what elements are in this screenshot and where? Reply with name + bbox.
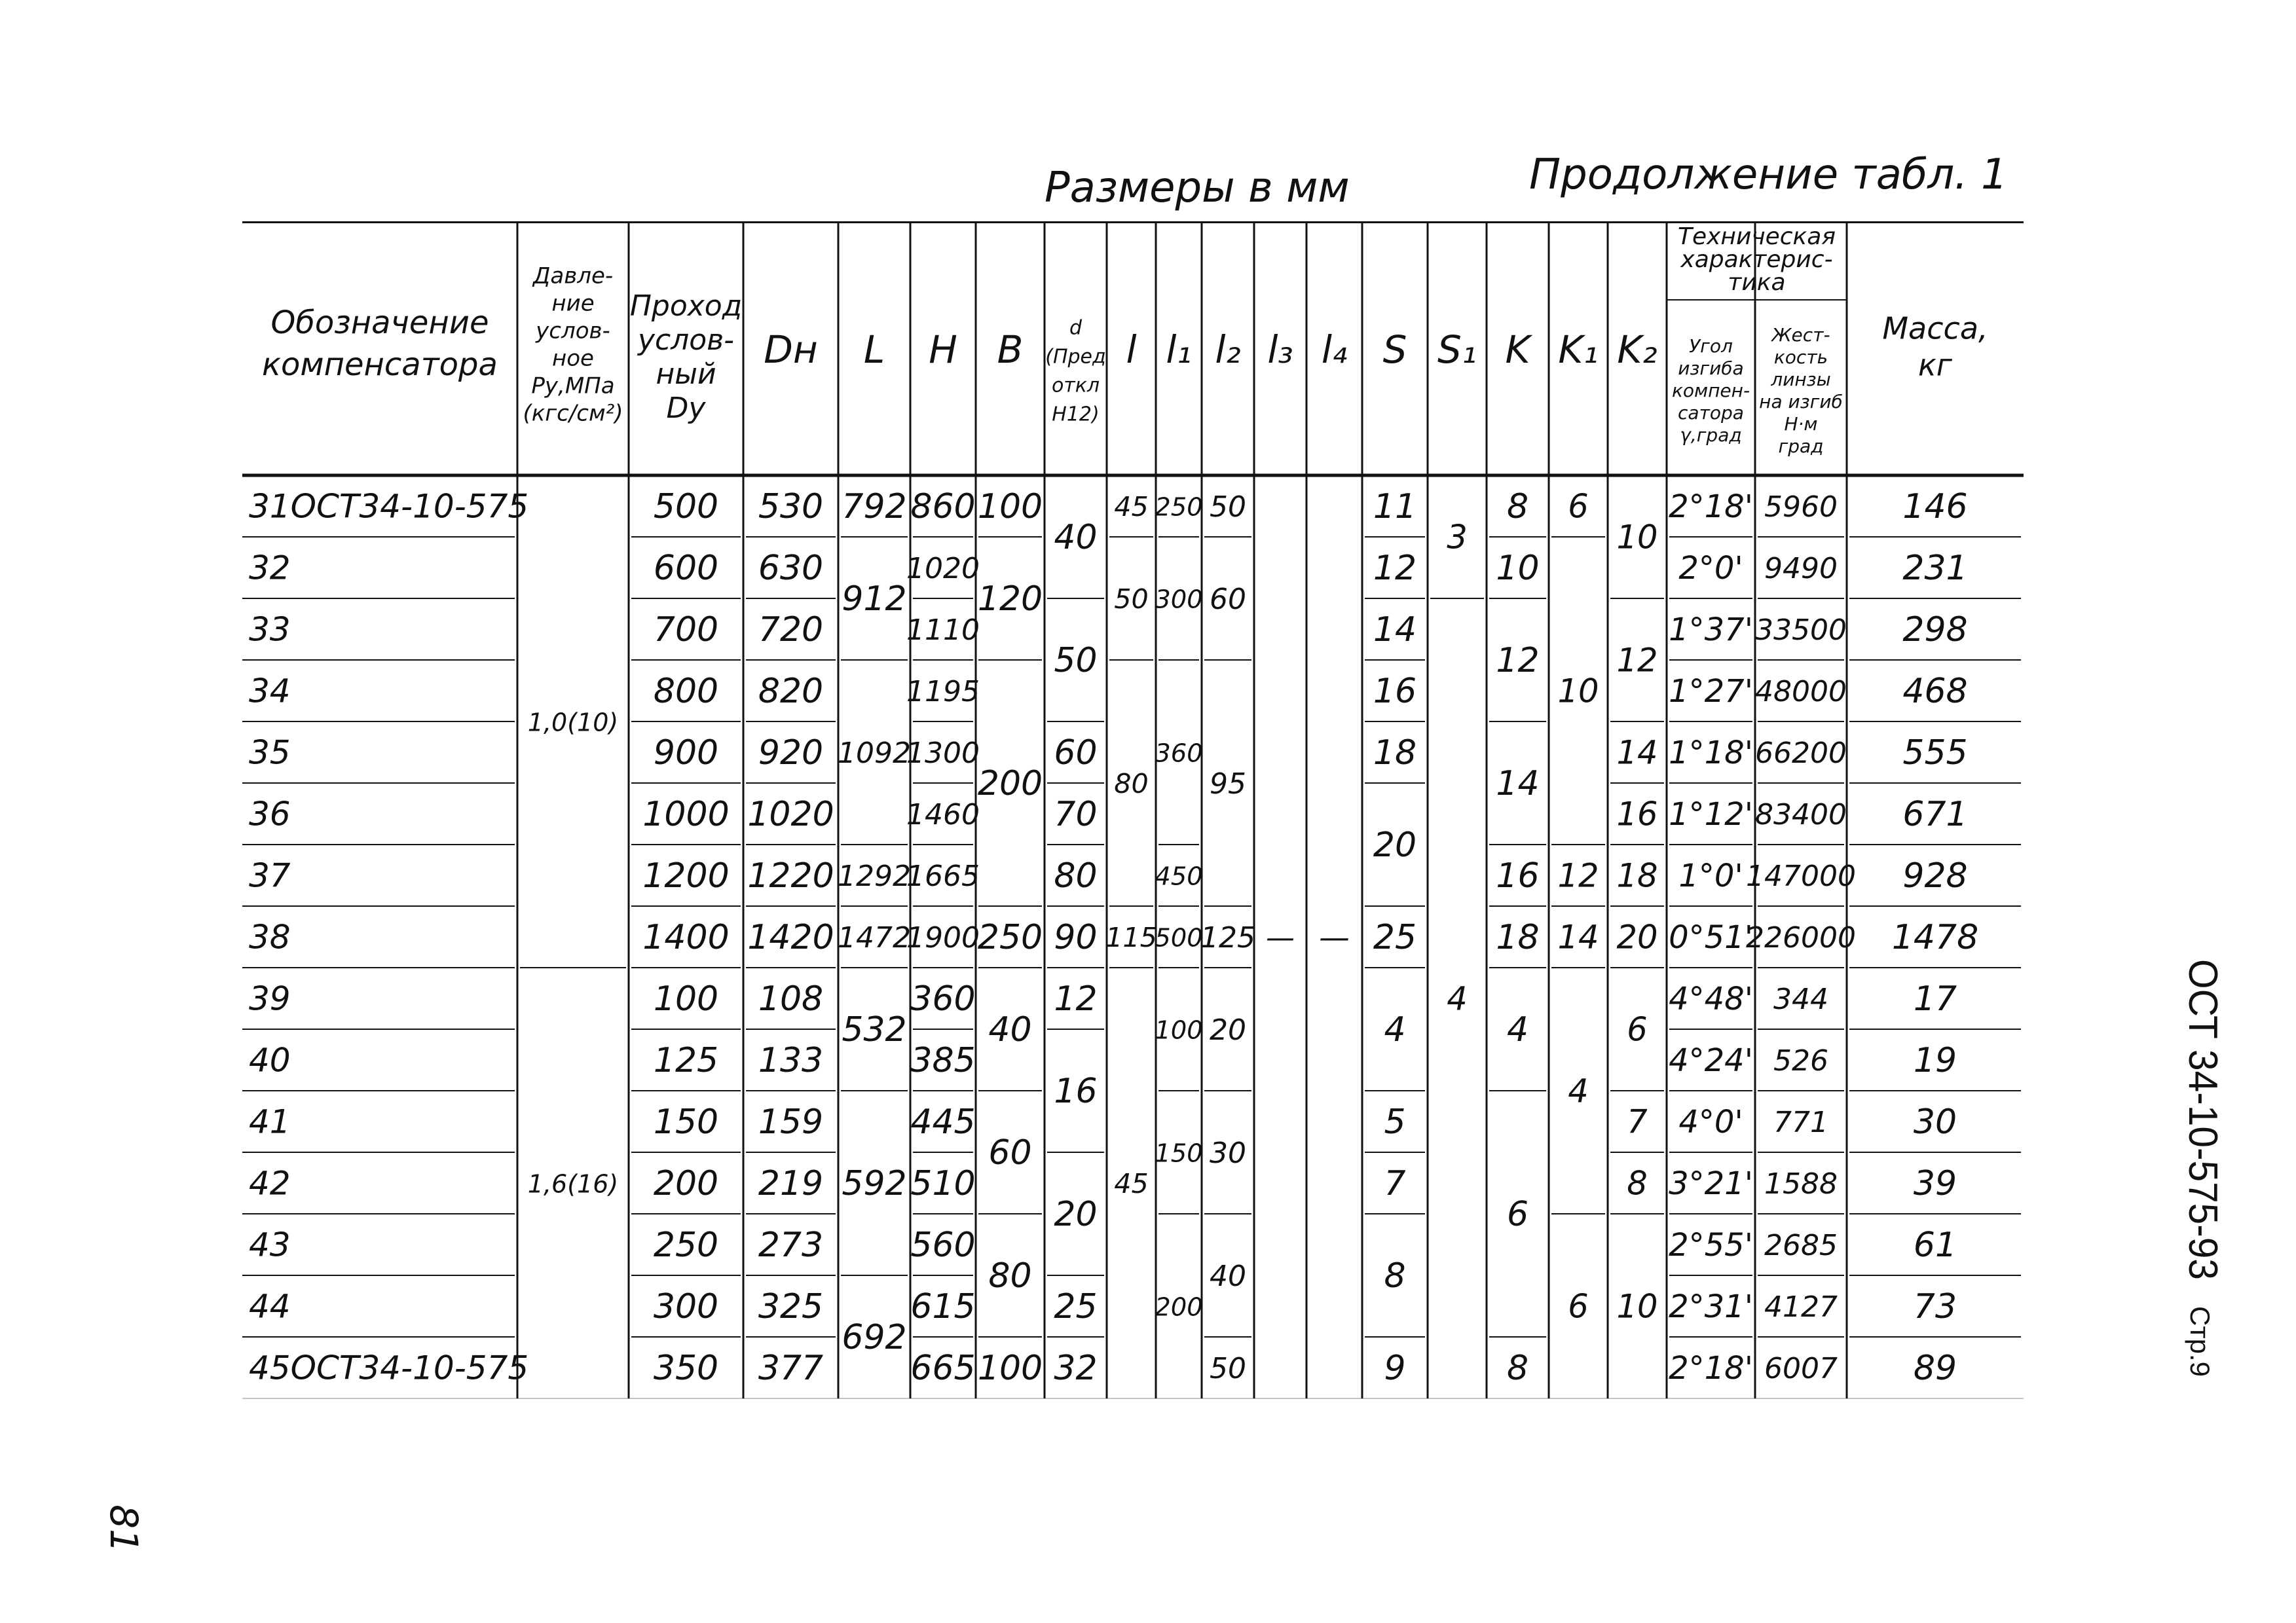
- stiffness-cell: 83400: [1755, 798, 1847, 831]
- header-designation: компенсатора: [262, 346, 498, 383]
- angle-cell: 1°37': [1669, 611, 1753, 648]
- merged-cell-l1: 200: [1155, 1292, 1203, 1322]
- mass-cell: 17: [1913, 979, 1957, 1019]
- header-pressure: ние: [551, 290, 595, 317]
- stiffness-cell: 526: [1773, 1044, 1828, 1078]
- merged-cell-h: 1195: [906, 675, 980, 708]
- header-k: K: [1505, 327, 1530, 373]
- merged-cell-l: 45: [1114, 491, 1149, 522]
- merged-cell-s: 14: [1373, 610, 1417, 649]
- dh-cell: 273: [758, 1226, 824, 1265]
- merged-cell-h: 1900: [906, 921, 980, 955]
- merged-cell-k1: 6: [1568, 1287, 1589, 1326]
- mass-cell: 468: [1902, 672, 1968, 711]
- merged-cell-k: 8: [1506, 487, 1529, 526]
- merged-cell-s: 8: [1384, 1256, 1406, 1296]
- merged-cell-s: 25: [1373, 918, 1417, 957]
- header-angle: изгиба: [1678, 357, 1744, 379]
- merged-cell-k: 4: [1506, 1010, 1529, 1049]
- mass-cell: 61: [1913, 1226, 1957, 1265]
- merged-cell-l: 115: [1105, 922, 1157, 953]
- header-stiffness: град: [1778, 435, 1824, 457]
- merged-cell-d: 40: [1054, 518, 1098, 557]
- merged-cell-k1: 10: [1557, 672, 1599, 710]
- merged-cell-s: 11: [1373, 487, 1417, 526]
- merged-cell-h: 1020: [906, 552, 980, 585]
- merged-cell-s: 16: [1373, 672, 1417, 711]
- dy-cell: 1200: [642, 856, 730, 896]
- header-designation: Обозначение: [270, 304, 489, 341]
- merged-cell-h: 1300: [906, 737, 980, 770]
- designation-cell: 35: [249, 733, 291, 772]
- merged-cell-s1: 4: [1447, 979, 1468, 1018]
- header-d: (Пред: [1045, 345, 1106, 369]
- header-angle: γ,град: [1680, 424, 1742, 446]
- stiffness-cell: 344: [1773, 983, 1828, 1016]
- header-d: откл: [1051, 374, 1100, 397]
- stiffness-cell: 6007: [1764, 1352, 1838, 1385]
- merged-cell-s: 5: [1384, 1103, 1406, 1142]
- dy-cell: 500: [653, 487, 719, 526]
- merged-cell-l1: 250: [1155, 492, 1203, 522]
- mass-cell: 30: [1913, 1103, 1957, 1142]
- dh-cell: 630: [758, 549, 824, 588]
- angle-cell: 2°31': [1669, 1288, 1753, 1325]
- merged-cell-l: 1292: [838, 860, 911, 893]
- header-l1: l₁: [1166, 327, 1192, 373]
- header-mass: Масса,: [1882, 310, 1988, 346]
- header-stiffness: Жест-: [1771, 324, 1830, 346]
- merged-cell-l: 80: [1114, 768, 1149, 799]
- designation-cell: 32: [249, 549, 291, 587]
- designation-cell: 40: [249, 1041, 291, 1080]
- header-l2: l₂: [1215, 327, 1241, 373]
- merged-cell-b: 60: [988, 1133, 1032, 1173]
- merged-cell-k: 12: [1496, 641, 1540, 680]
- merged-cell-k2: 14: [1616, 733, 1658, 772]
- header-pressure: (кгс/см²): [523, 400, 623, 427]
- merged-cell-d: 50: [1054, 641, 1098, 680]
- merged-cell-k: 10: [1496, 549, 1540, 588]
- angle-cell: 2°18': [1669, 488, 1753, 525]
- dy-cell: 200: [653, 1164, 719, 1203]
- dy-cell: 1400: [642, 918, 730, 957]
- merged-cell-l: 1092: [838, 737, 911, 770]
- header-d: d: [1069, 316, 1083, 340]
- merged-cell-d: 12: [1054, 979, 1098, 1019]
- merged-cell-l1: 300: [1155, 585, 1203, 615]
- merged-cell-l1: 150: [1155, 1139, 1203, 1169]
- stiffness-cell: 66200: [1755, 737, 1847, 770]
- merged-cell-k2: 16: [1616, 795, 1658, 833]
- merged-cell-l: 50: [1114, 583, 1149, 615]
- header-angle: Угол: [1689, 335, 1733, 357]
- dh-cell: 159: [758, 1103, 824, 1142]
- merged-cell-k2: 6: [1627, 1010, 1648, 1049]
- merged-cell-l1: 450: [1155, 862, 1203, 892]
- dy-cell: 600: [653, 549, 719, 588]
- merged-cell-k2: 7: [1627, 1103, 1648, 1141]
- designation-cell: 34: [249, 672, 291, 710]
- merged-cell-s: 12: [1373, 549, 1417, 588]
- header-k2: K₂: [1617, 327, 1657, 373]
- dy-cell: 800: [653, 672, 719, 711]
- stiffness-cell: 1588: [1764, 1167, 1838, 1201]
- merged-cell-b: 40: [988, 1010, 1032, 1049]
- merged-cell-l3: —: [1266, 921, 1295, 955]
- merged-cell-b: 100: [977, 487, 1043, 526]
- header-pressure: ное: [552, 345, 594, 372]
- merged-cell-b: 80: [988, 1256, 1032, 1296]
- header-tech-group: характерис-: [1680, 246, 1833, 273]
- merged-cell-h: 615: [910, 1287, 976, 1326]
- header-dy: Dy: [666, 392, 706, 425]
- mass-cell: 671: [1902, 795, 1968, 834]
- merged-cell-h: 1665: [906, 860, 980, 893]
- dh-cell: 1420: [747, 918, 834, 957]
- header-pressure: Ру,МПа: [531, 373, 615, 399]
- angle-cell: 4°0': [1678, 1104, 1743, 1140]
- header-angle: сатора: [1678, 402, 1744, 424]
- mass-cell: 555: [1902, 733, 1968, 773]
- header-s1: S₁: [1437, 327, 1477, 373]
- dh-cell: 133: [758, 1041, 824, 1080]
- merged-cell-h: 445: [910, 1103, 976, 1142]
- designation-cell: 43: [249, 1226, 291, 1264]
- designation-cell: 38: [249, 918, 291, 957]
- header-l: L: [863, 327, 885, 373]
- merged-cell-h: 560: [910, 1226, 976, 1265]
- designation-cell: 41: [249, 1103, 291, 1141]
- dy-cell: 350: [653, 1349, 719, 1388]
- designation-cell: 42: [249, 1164, 291, 1203]
- angle-cell: 3°21': [1669, 1165, 1753, 1202]
- merged-cell-k2: 10: [1616, 1287, 1658, 1326]
- merged-cell-l2: 95: [1210, 767, 1246, 801]
- header-b: B: [997, 327, 1024, 373]
- merged-cell-b: 120: [977, 579, 1043, 619]
- merged-cell-l1: 500: [1155, 923, 1203, 953]
- merged-cell-d: 60: [1054, 733, 1098, 773]
- document-code-vertical: [2177, 959, 2230, 1431]
- merged-cell-d: 90: [1054, 918, 1098, 957]
- merged-cell-l2: 50: [1210, 490, 1246, 524]
- header-stiffness: линзы: [1771, 369, 1831, 390]
- merged-cell-b: 200: [977, 764, 1043, 803]
- merged-cell-k1: 6: [1568, 487, 1589, 526]
- merged-cell-h: 860: [910, 487, 976, 526]
- merged-cell-k2: 8: [1627, 1164, 1648, 1203]
- header-dy: услов-: [637, 323, 735, 357]
- merged-cell-k1: 14: [1557, 918, 1599, 957]
- angle-cell: 1°18': [1669, 735, 1753, 771]
- merged-cell-k: 16: [1496, 856, 1540, 896]
- sheet-number-text: Стр.9: [2185, 1306, 2215, 1377]
- header-l: l: [1126, 327, 1137, 373]
- header-d: H12): [1052, 403, 1100, 426]
- angle-cell: 1°27': [1669, 673, 1753, 710]
- dh-cell: 325: [758, 1287, 824, 1326]
- stiffness-cell: 226000: [1746, 921, 1856, 955]
- stiffness-cell: 771: [1773, 1106, 1828, 1139]
- merged-cell-s: 20: [1373, 826, 1417, 865]
- dy-cell: 300: [653, 1287, 719, 1326]
- angle-cell: 2°0': [1678, 550, 1743, 587]
- merged-cell-l: 912: [842, 579, 907, 619]
- angle-cell: 2°55': [1669, 1227, 1753, 1264]
- mass-cell: 73: [1913, 1287, 1957, 1326]
- angle-cell: 1°0': [1678, 858, 1743, 894]
- merged-cell-l1: 100: [1155, 1015, 1203, 1046]
- continuation-caption: Продолжение табл. 1: [1529, 151, 2008, 199]
- header-s: S: [1382, 327, 1407, 373]
- merged-cell-k: 8: [1506, 1349, 1529, 1388]
- mass-cell: 89: [1913, 1349, 1957, 1388]
- merged-cell-h: 385: [910, 1041, 976, 1080]
- stiffness-cell: 5960: [1764, 490, 1838, 524]
- header-pressure: Давле-: [532, 263, 614, 289]
- merged-cell-l: 532: [842, 1010, 907, 1049]
- header-h: H: [929, 327, 957, 373]
- header-stiffness: на изгиб: [1759, 391, 1843, 412]
- merged-cell-d: 16: [1054, 1072, 1098, 1111]
- merged-cell-k: 14: [1496, 764, 1540, 803]
- angle-cell: 1°12': [1669, 796, 1753, 833]
- angle-cell: 4°48': [1669, 981, 1753, 1017]
- header-pressure: услов-: [536, 318, 610, 344]
- mass-cell: 39: [1913, 1164, 1957, 1203]
- dy-cell: 125: [653, 1041, 719, 1080]
- designation-cell: 36: [249, 795, 291, 833]
- header-mass: кг: [1918, 347, 1952, 383]
- page-number: [95, 1499, 147, 1558]
- dh-cell: 1220: [747, 856, 834, 896]
- merged-cell-h: 665: [910, 1349, 976, 1388]
- merged-cell-d: 70: [1054, 795, 1098, 834]
- merged-cell-d: 25: [1054, 1287, 1098, 1326]
- merged-cell-l: 692: [842, 1318, 907, 1357]
- dh-cell: 920: [758, 733, 824, 773]
- designation-cell: 44: [249, 1287, 291, 1326]
- merged-cell-l2: 20: [1210, 1013, 1246, 1047]
- merged-cell-k1: 4: [1568, 1072, 1589, 1110]
- merged-cell-pressure: 1,6(16): [527, 1169, 619, 1199]
- header-dh: Dн: [764, 327, 818, 373]
- angle-cell: 0°51': [1669, 919, 1753, 956]
- merged-cell-l2: 50: [1210, 1352, 1246, 1385]
- dh-cell: 820: [758, 672, 824, 711]
- merged-cell-k2: 20: [1616, 918, 1658, 957]
- header-l4: l₄: [1321, 327, 1348, 373]
- merged-cell-d: 32: [1054, 1349, 1098, 1388]
- mass-cell: 928: [1902, 856, 1968, 896]
- merged-cell-l2: 30: [1210, 1137, 1246, 1170]
- merged-cell-h: 510: [910, 1164, 976, 1203]
- dh-cell: 1020: [747, 795, 834, 834]
- angle-cell: 4°24': [1669, 1042, 1753, 1079]
- mass-cell: 19: [1913, 1041, 1957, 1080]
- stiffness-cell: 48000: [1755, 675, 1847, 708]
- mass-cell: 146: [1902, 487, 1968, 526]
- merged-cell-s: 4: [1384, 1010, 1406, 1049]
- mass-cell: 1478: [1891, 918, 1979, 957]
- merged-cell-d: 80: [1054, 856, 1098, 896]
- units-caption: Размеры в мм: [1045, 164, 1350, 212]
- merged-cell-d: 20: [1054, 1195, 1098, 1234]
- mass-cell: 231: [1902, 549, 1968, 588]
- merged-cell-l4: —: [1319, 920, 1350, 956]
- angle-cell: 2°18': [1669, 1350, 1753, 1387]
- dh-cell: 219: [758, 1164, 824, 1203]
- merged-cell-l1: 360: [1155, 739, 1203, 769]
- merged-cell-b: 100: [977, 1349, 1043, 1388]
- merged-cell-h: 1110: [906, 613, 980, 647]
- dy-cell: 250: [653, 1226, 719, 1265]
- merged-cell-l2: 60: [1210, 583, 1246, 616]
- merged-cell-pressure: 1,0(10): [527, 708, 619, 737]
- compensator-table-grid: [242, 221, 2024, 1406]
- compensator-table: [242, 221, 2024, 1406]
- dy-cell: 1000: [642, 795, 730, 834]
- merged-cell-h: 1460: [906, 798, 980, 831]
- merged-cell-l: 592: [842, 1164, 907, 1203]
- header-dy: ный: [656, 357, 716, 391]
- designation-cell: 45ОСТ34-10-575: [249, 1349, 529, 1387]
- dh-cell: 530: [758, 487, 824, 526]
- merged-cell-l2: 125: [1200, 921, 1255, 955]
- merged-cell-k2: 10: [1616, 518, 1658, 556]
- header-angle: компен-: [1671, 380, 1750, 401]
- stiffness-cell: 9490: [1764, 552, 1838, 585]
- dy-cell: 900: [653, 733, 719, 773]
- merged-cell-l: 1472: [838, 921, 911, 955]
- stiffness-cell: 4127: [1764, 1290, 1838, 1324]
- dy-cell: 700: [653, 610, 719, 649]
- dh-cell: 108: [758, 979, 824, 1019]
- stiffness-cell: 2685: [1764, 1229, 1838, 1262]
- mass-cell: 298: [1902, 610, 1968, 649]
- header-k1: K₁: [1558, 327, 1599, 373]
- merged-cell-k: 6: [1506, 1195, 1529, 1234]
- merged-cell-b: 250: [977, 918, 1043, 957]
- merged-cell-h: 360: [910, 979, 976, 1019]
- stiffness-cell: 147000: [1746, 860, 1856, 893]
- merged-cell-k: 18: [1496, 918, 1540, 957]
- page-number-text: 81: [101, 1504, 146, 1553]
- dy-cell: 150: [653, 1103, 719, 1142]
- merged-cell-s: 18: [1373, 733, 1417, 773]
- header-l3: l₃: [1267, 327, 1293, 373]
- dh-cell: 720: [758, 610, 824, 649]
- merged-cell-l: 792: [842, 487, 907, 526]
- merged-cell-s: 7: [1384, 1164, 1406, 1203]
- merged-cell-k2: 12: [1616, 641, 1658, 680]
- designation-cell: 39: [249, 979, 291, 1018]
- stiffness-cell: 33500: [1755, 613, 1847, 647]
- merged-cell-k1: 12: [1557, 856, 1599, 895]
- header-stiffness: кость: [1773, 346, 1828, 368]
- header-dy: Проход: [629, 289, 743, 323]
- header-tech-group: тика: [1728, 269, 1786, 296]
- designation-cell: 31ОСТ34-10-575: [249, 487, 529, 526]
- document-code-text: ОСТ 34-10-575-93: [2180, 959, 2225, 1299]
- header-tech-group: Техническая: [1677, 223, 1836, 250]
- merged-cell-l: 45: [1114, 1168, 1149, 1199]
- merged-cell-s1: 3: [1447, 518, 1468, 556]
- header-stiffness: Н·м: [1784, 413, 1818, 435]
- dy-cell: 100: [653, 979, 719, 1019]
- designation-cell: 37: [249, 856, 291, 895]
- dh-cell: 377: [758, 1349, 824, 1388]
- merged-cell-l2: 40: [1210, 1260, 1246, 1293]
- merged-cell-k2: 18: [1616, 856, 1658, 895]
- designation-cell: 33: [249, 610, 291, 649]
- merged-cell-s: 9: [1384, 1349, 1406, 1388]
